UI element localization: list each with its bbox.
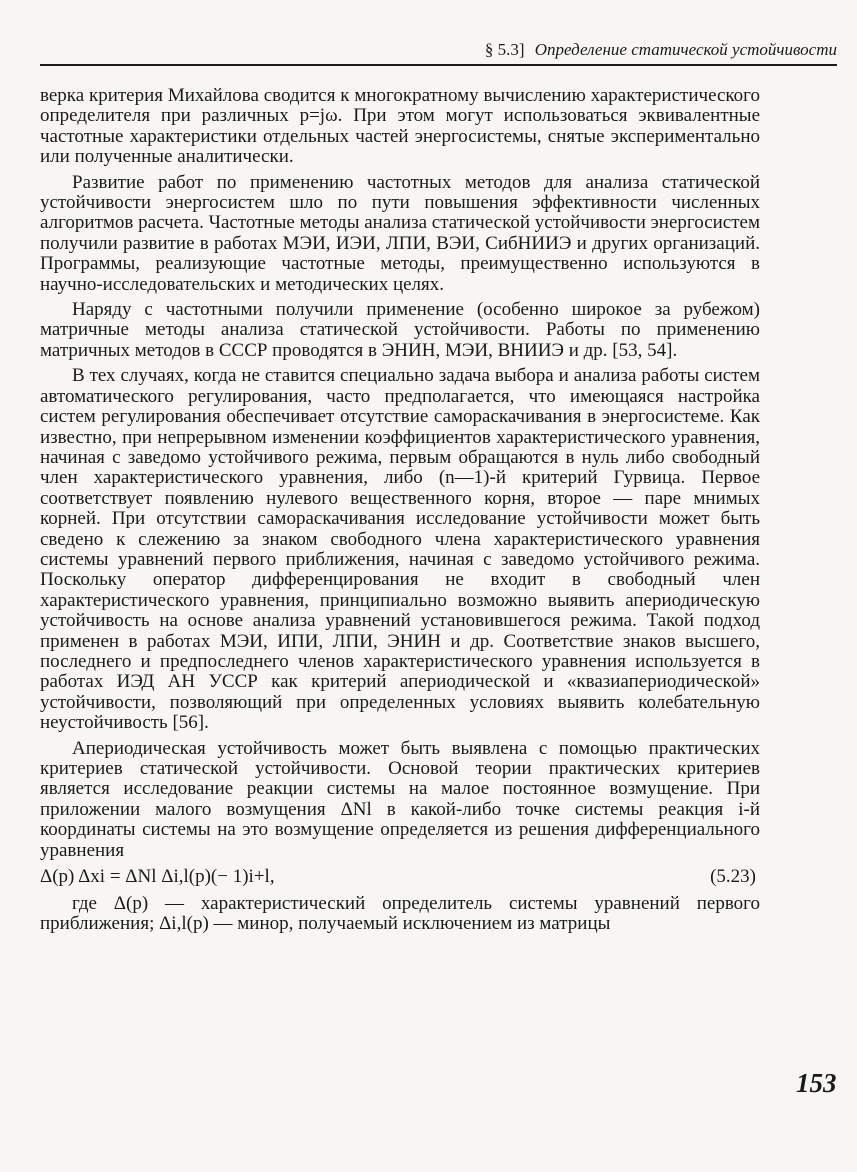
- section-title: Определение статической устойчивости: [534, 40, 837, 59]
- header-rule: [40, 64, 837, 66]
- paragraph: Апериодическая устойчивость может быть выявлена с помощью практических критериев статической устойчивости. Основой теории практических критериев является исследование реакции системы на малое постоянное возмущение. При приложении малого возмущения ΔNl в какой-либо точке системы реакция i-й координаты системы на это возмущение определяется из решения дифференциального уравнения: [40, 737, 760, 861]
- running-header: [40, 40, 837, 60]
- paragraph: Развитие работ по применению частотных методов для анализа статической устойчивости энергосистем шло по пути повышения эффективности численных алгоритмов расчета. Частотные методы анализа статической устойчивости энергосистем получили развитие в работах МЭИ, ИЭИ, ЛПИ, ВЭИ, СибНИИЭ и других организаций. Программы, реализующие частотные методы, преимущественно используются в научно-исследовательских и методических целях.: [40, 171, 760, 295]
- equation: [40, 866, 760, 888]
- page-number: 153: [796, 1068, 837, 1098]
- paragraph: верка критерия Михайлова сводится к многократному вычислению характеристического определителя при различных p=jω. При этом могут использоваться эквивалентные частотные характеристики отдельных частей энергосистемы, снятые экспериментально или полученные аналитически.: [40, 85, 760, 168]
- equation-formula: Δ(p) Δxi = ΔNl Δi,l(p)(− 1)i+l,: [40, 866, 275, 888]
- equation-number: (5.23): [710, 866, 756, 888]
- paragraph: Наряду с частотными получили применение (особенно широкое за рубежом) матричные методы анализа статической устойчивости. Работы по применению матричных методов в СССР проводятся в ЭНИН, МЭИ, ВНИИЭ и др. [53, 54].: [40, 299, 760, 361]
- body-text: [40, 86, 760, 940]
- paragraph: где Δ(p) — характеристический определитель системы уравнений первого приближения; Δi,l(p) — минор, получаемый исключением из матрицы: [40, 893, 760, 935]
- section-number: § 5.3]: [484, 40, 525, 59]
- paragraph: В тех случаях, когда не ставится специально задача выбора и анализа работы систем автоматического регулирования, часто предполагается, что имеющаяся настройка систем регулирования обеспечивает отсутствие самораскачивания в энергосистеме. Как известно, при непрерывном изменении коэффициентов характеристического уравнения, начиная с заведомо устойчивого режима, первым обращаются в нуль либо свободный член характеристического уравнения, либо (n—1)-й критерий Гурвица. Первое соответствует появлению нулевого вещественного корня, второе — паре мнимых корней. При отсутствии самораскачивания исследование устойчивости может быть сведено к слежению за знаком свободного члена характеристического уравнения системы уравнений первого приближения, начиная с заведомо устойчивого режима. Поскольку оператор дифференцирования не входит в свободный член характеристического уравнения, принципиально возможно выявить апериодическую устойчивость на основе анализа уравнений установившегося режима. Такой подход применен в работах МЭИ, ИПИ, ЛПИ, ЭНИН и др. Соответствие знаков высшего, последнего и предпоследнего членов характеристического уравнения используется в работах ИЭД АН УССР как критерий апериодической и «квазиапериодической» устойчивости, позволяющий при определенных условиях выявить колебательную неустойчивость [56].: [40, 365, 760, 734]
